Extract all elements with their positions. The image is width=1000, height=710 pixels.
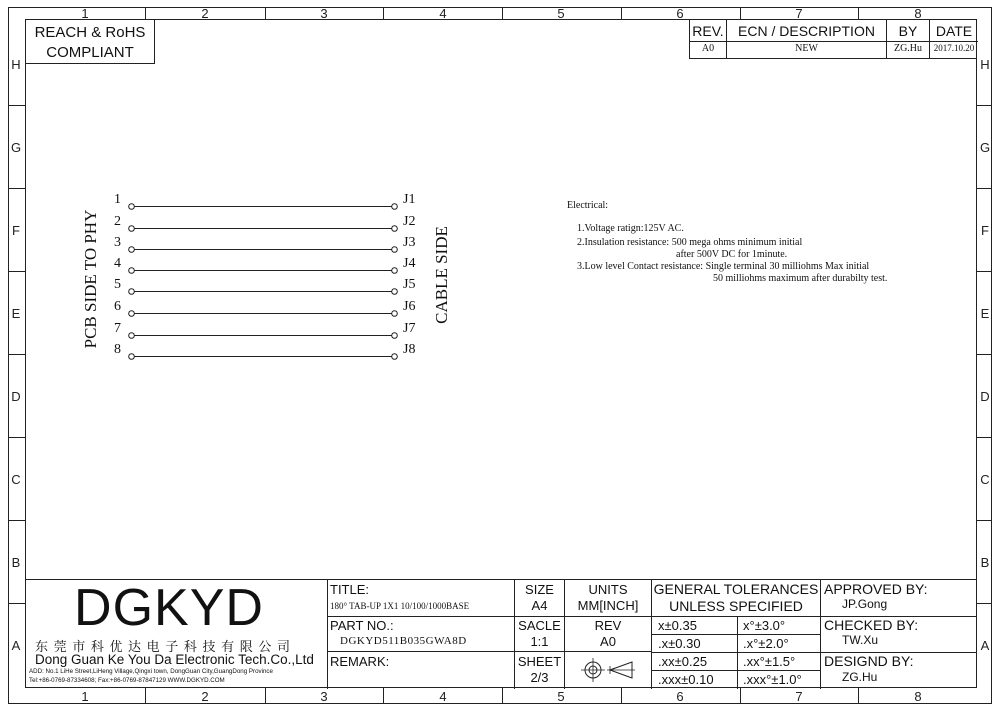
zone-right-a: A (980, 638, 990, 653)
pin-number: 4 (114, 256, 121, 271)
cable-pin-label: J6 (403, 299, 416, 314)
tolerance-angle-2: .xx°±1.5° (743, 654, 796, 669)
pin-wire (128, 326, 398, 333)
zone-top-4: 4 (439, 6, 447, 21)
zone-right-c: C (980, 472, 990, 487)
zone-right-d: D (980, 389, 990, 404)
pin-row-2 (100, 212, 430, 234)
zone-left-f: F (12, 223, 20, 238)
pin-row-1 (100, 190, 430, 212)
cable-pin-label: J4 (403, 256, 416, 271)
part-number: DGKYD511B035GWA8D (340, 635, 467, 647)
company-address: ADD: No.1 LiHe Street,LiHeng Village,Qingxi town, DongGuan City,GuangDong Province (29, 668, 273, 675)
company-name-cn: 东 莞 市 科 优 达 电 子 科 技 有 限 公 司 (35, 639, 291, 654)
cable-pin-label: J1 (403, 192, 416, 207)
electrical-line1: 1.Voltage ratign:125V AC. (577, 223, 684, 234)
zone-left-a: A (11, 638, 21, 653)
ecn-header: ECN / DESCRIPTION (738, 23, 875, 39)
pin-wire (128, 219, 398, 226)
date-header: DATE (935, 23, 973, 39)
pin-row-7 (100, 319, 430, 341)
cable-pin-label: J5 (403, 277, 416, 292)
pin-row-8 (100, 340, 430, 362)
pin-number: 2 (114, 214, 121, 229)
cable-pin-label: J7 (403, 321, 416, 336)
pin-number: 6 (114, 299, 121, 314)
zone-bottom-4: 4 (439, 689, 447, 704)
tolerances-heading-1: GENERAL TOLERANCES (653, 581, 819, 597)
zone-right-f: F (981, 223, 989, 238)
electrical-line3: after 500V DC for 1minute. (676, 249, 788, 260)
zone-bottom-3: 3 (320, 689, 328, 704)
compliance-line1: REACH & RoHS (34, 24, 146, 41)
pin-row-3 (100, 233, 430, 255)
ecn-value: NEW (795, 43, 818, 54)
zone-top-8: 8 (914, 6, 922, 21)
by-value: ZG.Hu (893, 43, 923, 54)
tolerance-angle-3: .xxx°±1.0° (743, 672, 802, 687)
checked-label: CHECKED BY: (824, 617, 919, 633)
zone-top-6: 6 (676, 6, 684, 21)
zone-left-e: E (11, 306, 21, 321)
zone-left-c: C (11, 472, 21, 487)
tolerances-heading-2: UNLESS SPECIFIED (669, 598, 803, 614)
sheet-value: 2/3 (530, 670, 549, 685)
pin-number: 8 (114, 342, 121, 357)
tolerance-angle-0: x°±3.0° (743, 618, 786, 633)
date-value: 2017.10.20 (933, 43, 975, 53)
pin-wire (128, 282, 398, 289)
zone-bottom-7: 7 (795, 689, 803, 704)
projection-symbol-icon (578, 658, 638, 682)
pin-number: 3 (114, 235, 121, 250)
rev-value: A0 (701, 43, 715, 54)
rev-label: REV (594, 618, 622, 633)
zone-left-h: H (11, 57, 21, 72)
pin-wire (128, 240, 398, 247)
revision-table (689, 19, 977, 59)
compliance-line2: COMPLIANT (46, 44, 134, 61)
compliance-box (25, 19, 155, 64)
rev-header: REV. (692, 23, 724, 39)
pin-number: 7 (114, 321, 121, 336)
company-contact: Tel:+86-0769-87334608; Fax:+86-0769-87847129 WWW.DGKYD.COM (29, 677, 225, 684)
wiring-right-label: CABLE SIDE (432, 226, 451, 324)
zone-left-b: B (11, 555, 21, 570)
zone-bottom-1: 1 (81, 689, 89, 704)
rev-value-block: A0 (600, 634, 616, 649)
scale-value: 1:1 (530, 634, 549, 649)
units-label: UNITS (588, 582, 628, 597)
zone-left-g: G (10, 140, 22, 155)
electrical-line5: 50 milliohms maximum after durabilty test. (713, 273, 888, 284)
wiring-diagram (100, 190, 430, 360)
company-name-en: Dong Guan Ke You Da Electronic Tech.Co.,Ltd (35, 652, 314, 667)
tolerance-angle-1: .x°±2.0° (743, 636, 789, 651)
tolerance-linear-0: x±0.35 (658, 618, 697, 633)
pin-wire (128, 261, 398, 268)
cable-pin-label: J2 (403, 214, 416, 229)
zone-top-5: 5 (557, 6, 565, 21)
pin-number: 5 (114, 277, 121, 292)
zone-right-h: H (980, 57, 990, 72)
size-label: SIZE (525, 582, 554, 597)
zone-right-g: G (979, 140, 991, 155)
zone-top-3: 3 (320, 6, 328, 21)
part-label: PART NO.: (330, 618, 394, 633)
title-block (25, 579, 977, 688)
zone-bottom-6: 6 (676, 689, 684, 704)
zone-bottom-5: 5 (557, 689, 565, 704)
zone-top-7: 7 (795, 6, 803, 21)
cable-pin-label: J8 (403, 342, 416, 357)
wiring-left-label: PCB SIDE TO PHY (81, 209, 100, 349)
units-value: MM[INCH] (577, 598, 639, 613)
pin-number: 1 (114, 192, 121, 207)
title-value: 180° TAB-UP 1X1 10/100/1000BASE (330, 601, 470, 611)
company-logo: DGKYD (74, 579, 264, 637)
cable-pin-label: J3 (403, 235, 416, 250)
pin-row-5 (100, 275, 430, 297)
zone-left-d: D (11, 389, 21, 404)
pin-row-4 (100, 254, 430, 276)
designed-value: ZG.Hu (842, 670, 878, 684)
tolerance-linear-3: .xxx±0.10 (658, 672, 714, 687)
checked-value: TW.Xu (842, 633, 879, 647)
by-header: BY (898, 23, 918, 39)
size-value: A4 (531, 598, 548, 613)
zone-top-1: 1 (81, 6, 89, 21)
zone-right-b: B (980, 555, 990, 570)
title-label: TITLE: (330, 582, 370, 597)
electrical-line4: 3.Low level Contact resistance: Single terminal 30 milliohms Max initial (577, 261, 870, 272)
zone-right-e: E (980, 306, 990, 321)
zone-bottom-8: 8 (914, 689, 922, 704)
remark-label: REMARK: (330, 654, 390, 669)
electrical-line2: 2.Insulation resistance: 500 mega ohms minimum initial (577, 237, 803, 248)
approved-label: APPROVED BY: (824, 581, 928, 597)
pin-wire (128, 304, 398, 311)
pin-row-6 (100, 297, 430, 319)
zone-top-2: 2 (201, 6, 209, 21)
tolerance-linear-1: .x±0.30 (658, 636, 701, 651)
sheet-label: SHEET (517, 654, 562, 669)
pin-wire (128, 197, 398, 204)
approved-value: JP.Gong (842, 597, 888, 611)
tolerance-linear-2: .xx±0.25 (658, 654, 708, 669)
electrical-heading: Electrical: (567, 200, 609, 211)
pin-wire (128, 347, 398, 354)
scale-label: SACLE (518, 618, 561, 633)
designed-label: DESIGND BY: (824, 653, 914, 669)
zone-bottom-2: 2 (201, 689, 209, 704)
